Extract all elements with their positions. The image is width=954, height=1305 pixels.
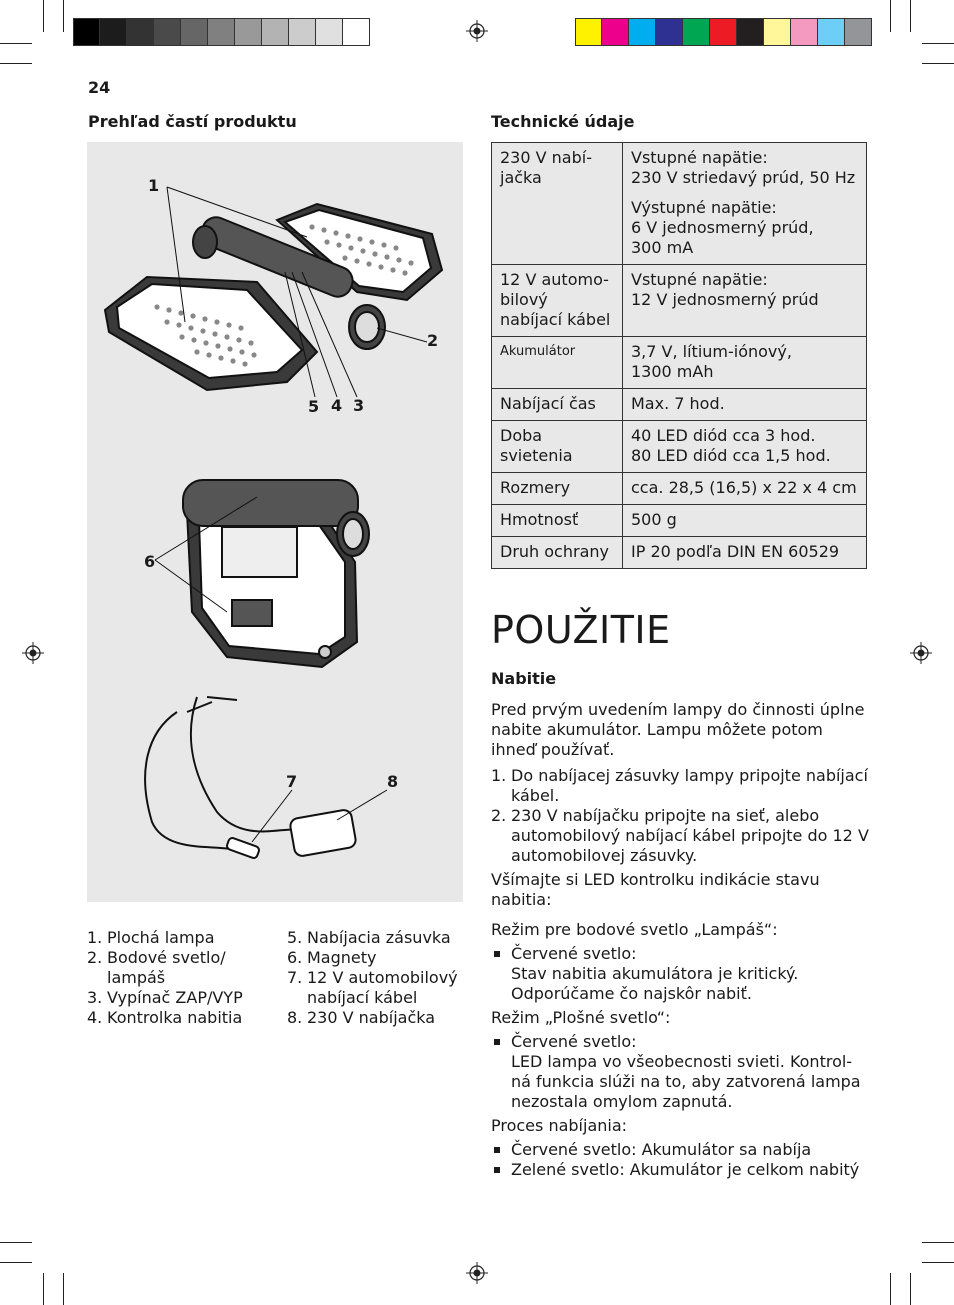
- product-illustration: [87, 142, 463, 902]
- list-item: 1. Plochá lampa: [87, 928, 215, 947]
- page-number: 24: [88, 78, 111, 97]
- led-note: Všímajte si LED kontrolku indikácie stavu nabitia:: [491, 870, 820, 909]
- color-swatch: [737, 18, 764, 46]
- list-item: 2. Bodové svetlo/ lampáš: [87, 948, 226, 987]
- spec-value: Vstupné napätie: 230 V striedavý prúd, 50 Hz Výstupné napätie: 6 V jednosmerný prúd, 300 mA: [623, 143, 867, 265]
- gray-calibration-strip: [73, 18, 370, 46]
- color-swatch: [73, 18, 100, 46]
- spec-value: Max. 7 hod.: [623, 389, 867, 421]
- spec-key: Nabíjací čas: [492, 389, 623, 421]
- list-item: Červené svetlo: Stav nabitia akumulátora je kritický. Odporúčame čo najskôr nabiť.: [491, 944, 871, 1004]
- spec-key: Hmotnosť: [492, 505, 623, 537]
- spec-key: Rozmery: [492, 473, 623, 505]
- table-row: [492, 143, 867, 265]
- lamp-drawing: [87, 142, 463, 902]
- process-list: [491, 1140, 871, 1180]
- color-swatch: [316, 18, 343, 46]
- spec-key: 230 V nabí- jačka: [492, 143, 623, 265]
- list-item: 1. Do nabíjacej zásuvky lampy pripojte nabíjací kábel.: [491, 766, 868, 805]
- color-swatch: [208, 18, 235, 46]
- callout-1: 1: [148, 176, 160, 195]
- color-swatch: [683, 18, 710, 46]
- table-row: [492, 337, 867, 389]
- callout-3: 3: [353, 396, 365, 415]
- color-calibration-strip: [575, 18, 872, 46]
- table-row: [492, 505, 867, 537]
- color-swatch: [154, 18, 181, 46]
- usage-body: [491, 700, 871, 1180]
- color-swatch: [710, 18, 737, 46]
- spec-value: cca. 28,5 (16,5) x 22 x 4 cm: [623, 473, 867, 505]
- mode1-label: Režim pre bodové svetlo „Lampáš“:: [491, 920, 778, 939]
- mode2-label: Režim „Plošné svetlo“:: [491, 1008, 671, 1027]
- color-swatch: [845, 18, 872, 46]
- list-item: Červené svetlo: Akumulátor sa nabíja: [491, 1140, 871, 1160]
- charger-cables-illustration: [145, 697, 357, 859]
- color-swatch: [764, 18, 791, 46]
- spec-key: Akumulátor: [492, 337, 623, 389]
- tech-specs-table: [491, 142, 867, 569]
- list-item: 7. 12 V automobilový nabíjací kábel: [287, 968, 458, 1007]
- color-swatch: [575, 18, 602, 46]
- color-swatch: [127, 18, 154, 46]
- spec-key: Doba svietenia: [492, 421, 623, 473]
- list-item: 4. Kontrolka nabitia: [87, 1008, 243, 1027]
- mode1-list: [491, 944, 871, 1004]
- registration-mark-icon: [22, 642, 44, 664]
- table-row: [492, 473, 867, 505]
- spec-value: 500 g: [623, 505, 867, 537]
- color-swatch: [235, 18, 262, 46]
- list-item: 2. 230 V nabíjačku pripojte na sieť, alebo automobilový nabíjací kábel pripojte do 12 V automobilovej zásuvky.: [491, 806, 869, 865]
- list-item: Červené svetlo: LED lampa vo všeobecnosti svieti. Kontrol-ná funkcia slúži na to, aby zatvorená lampa nezostala omylom zapnutá.: [491, 1032, 871, 1112]
- spec-value: 40 LED diód cca 3 hod. 80 LED diód cca 1,5 hod.: [623, 421, 867, 473]
- callout-2: 2: [427, 331, 439, 350]
- color-swatch: [629, 18, 656, 46]
- flat-lamp-illustration: [105, 204, 442, 390]
- color-swatch: [818, 18, 845, 46]
- table-row: [492, 421, 867, 473]
- table-row: [492, 537, 867, 569]
- spec-value: 3,7 V, lítium-iónový, 1300 mAh: [623, 337, 867, 389]
- color-swatch: [262, 18, 289, 46]
- spec-value: IP 20 podľa DIN EN 60529: [623, 537, 867, 569]
- charging-steps: [491, 766, 871, 866]
- callout-6: 6: [144, 552, 156, 571]
- list-item: 5. Nabíjacia zásuvka: [287, 928, 451, 947]
- registration-mark-icon: [466, 20, 488, 42]
- registration-mark-icon: [466, 1262, 488, 1284]
- color-swatch: [656, 18, 683, 46]
- list-item: Zelené svetlo: Akumulátor je celkom nabitý: [491, 1160, 871, 1180]
- tech-specs-heading: Technické údaje: [491, 112, 635, 131]
- callout-8: 8: [387, 772, 399, 791]
- registration-mark-icon: [910, 642, 932, 664]
- callout-7: 7: [286, 772, 298, 791]
- list-item: 8. 230 V nabíjačka: [287, 1008, 436, 1027]
- spec-value: Vstupné napätie: 12 V jednosmerný prúd: [623, 265, 867, 337]
- color-swatch: [343, 18, 370, 46]
- parts-list-col2: [287, 928, 463, 1028]
- process-label: Proces nabíjania:: [491, 1116, 628, 1135]
- intro-paragraph: Pred prvým uvedením lampy do činnosti úplne nabite akumulátor. Lampu môžete potom ihneď používať.: [491, 700, 865, 759]
- spec-key: 12 V automo- bilový nabíjací kábel: [492, 265, 623, 337]
- usage-title: POUŽITIE: [491, 608, 671, 652]
- callout-4: 4: [331, 396, 343, 415]
- closed-lamp-illustration: [183, 480, 369, 667]
- product-overview-heading: Prehľad častí produktu: [88, 112, 297, 131]
- color-swatch: [100, 18, 127, 46]
- mode2-list: [491, 1032, 871, 1112]
- color-swatch: [181, 18, 208, 46]
- spec-key: Druh ochrany: [492, 537, 623, 569]
- charging-subheading: Nabitie: [491, 669, 557, 688]
- callout-5: 5: [308, 397, 320, 416]
- table-row: [492, 389, 867, 421]
- color-swatch: [602, 18, 629, 46]
- list-item: 3. Vypínač ZAP/VYP: [87, 988, 243, 1007]
- color-swatch: [791, 18, 818, 46]
- list-item: 6. Magnety: [287, 948, 377, 967]
- parts-list-col1: [87, 928, 267, 1028]
- color-swatch: [289, 18, 316, 46]
- table-row: [492, 265, 867, 337]
